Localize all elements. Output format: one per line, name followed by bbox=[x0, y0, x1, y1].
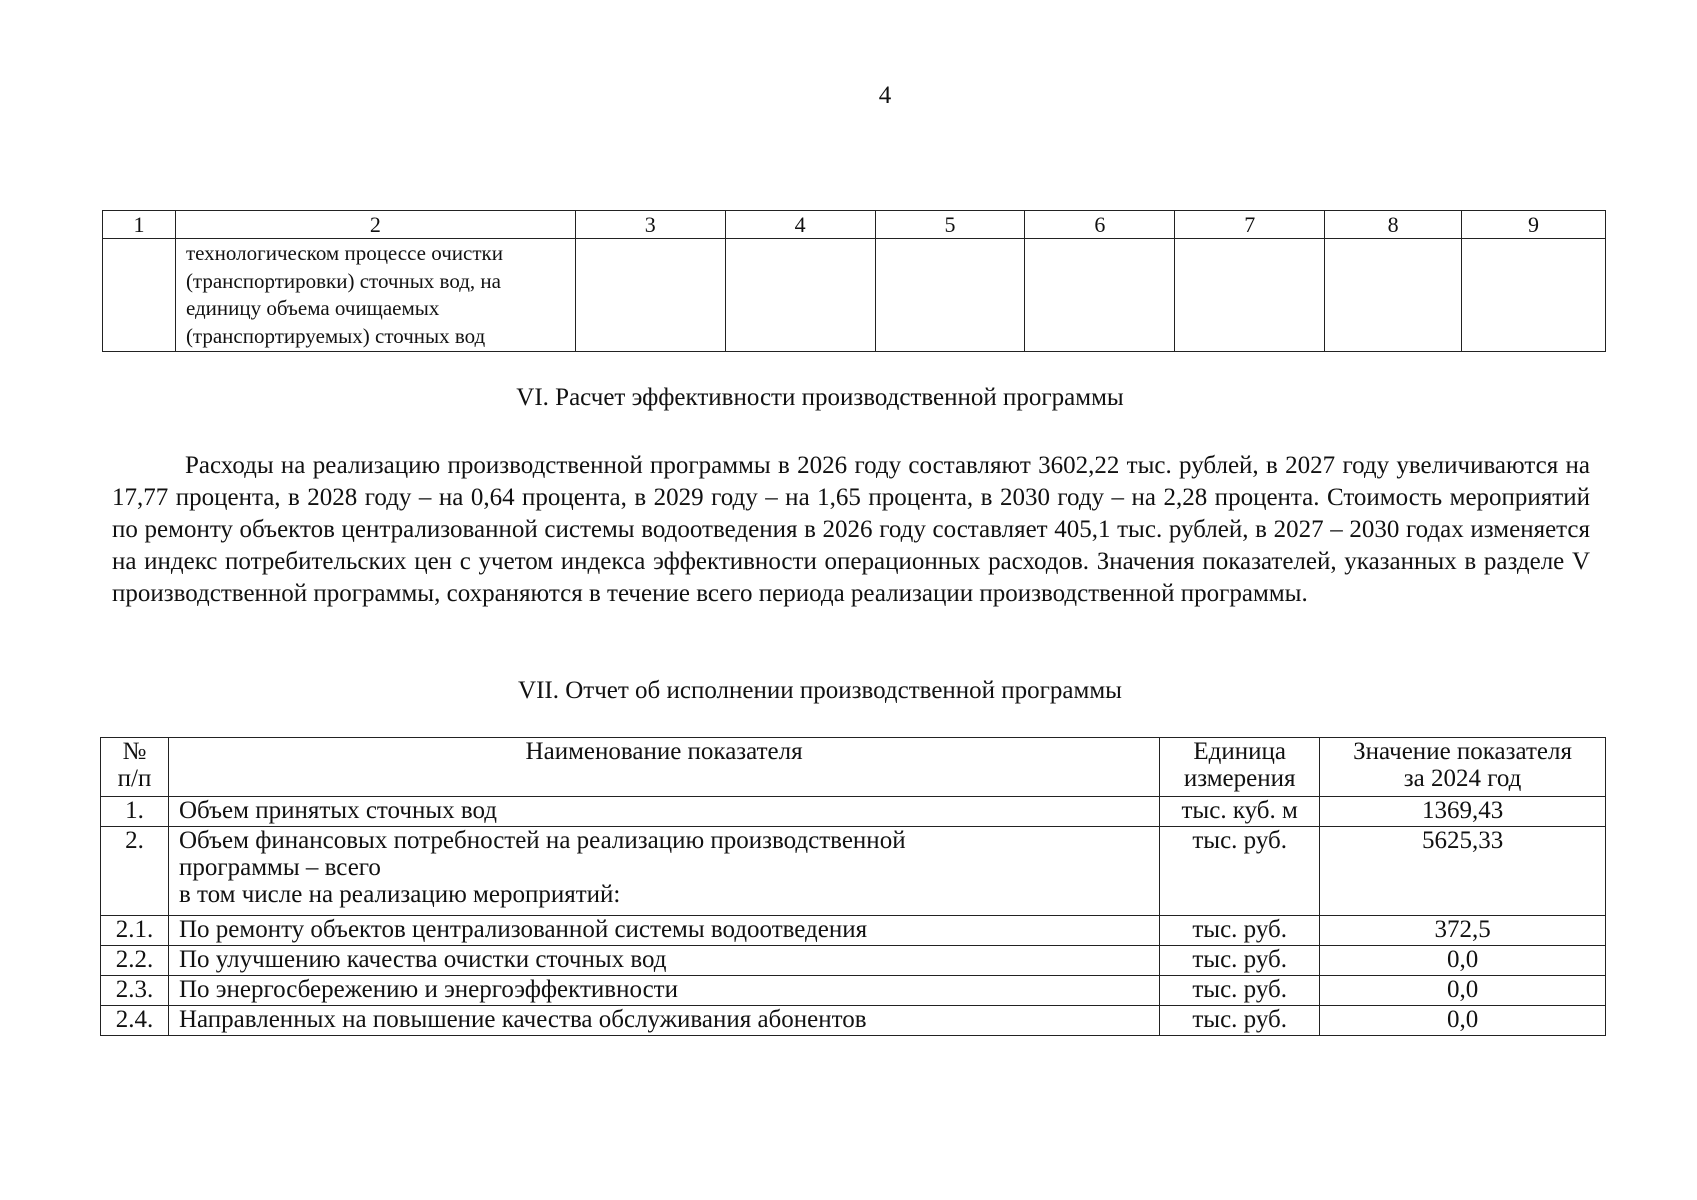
header-number: № п/п bbox=[101, 738, 169, 797]
text-line: единицу объема очищаемых bbox=[185, 296, 440, 320]
row-number: 2.2. bbox=[101, 946, 169, 976]
column-number: 6 bbox=[1025, 211, 1175, 239]
table-row bbox=[101, 827, 1606, 916]
table-cell bbox=[103, 239, 176, 352]
header-value: Значение показателя за 2024 год bbox=[1320, 738, 1606, 797]
row-unit: тыс. куб. м bbox=[1160, 797, 1320, 827]
row-value: 5625,33 bbox=[1320, 827, 1606, 916]
section-6-paragraph: Расходы на реализацию производственной программы в 2026 году составляют 3602,22 тыс. рублей, в 2027 году увеличиваются на 17,77 процента, в 2028 году – на 0,64 процента, в 2029 году – на 1,65 процента, в 2030 году – на 2,28 процента. Стоимость мероприятий по ремонту объектов централизованной системы водоотведения в 2026 году составляет 405,1 тыс. рублей, в 2027 – 2030 годах изменяется на индекс потребительских цен с учетом индекса эффективности операционных расходов. Значения показателей, указанных в разделе V производственной программы, сохраняются в течение всего периода реализации производственной программы. bbox=[112, 452, 1590, 607]
row-name: Направленных на повышение качества обслуживания абонентов bbox=[168, 1006, 1159, 1036]
row-unit: тыс. руб. bbox=[1160, 1006, 1320, 1036]
row-unit: тыс. руб. bbox=[1160, 916, 1320, 946]
text-line: технологическом процессе очистки bbox=[185, 241, 503, 265]
table-header-row bbox=[101, 738, 1606, 797]
table-row bbox=[103, 239, 1606, 352]
table-row bbox=[101, 916, 1606, 946]
row-name: По ремонту объектов централизованной системы водоотведения bbox=[168, 916, 1159, 946]
row-number: 1. bbox=[101, 797, 169, 827]
section-6-title: VI. Расчет эффективности производственной программы bbox=[516, 384, 1124, 411]
row-name: По энергосбережению и энергоэффективности bbox=[168, 976, 1159, 1006]
text-line: (транспортировки) сточных вод, на bbox=[185, 268, 501, 293]
table-cell bbox=[875, 239, 1025, 352]
table-row bbox=[101, 1006, 1606, 1036]
row-unit: тыс. руб. bbox=[1160, 946, 1320, 976]
page-number: 4 bbox=[878, 82, 892, 109]
table-cell bbox=[1175, 239, 1325, 352]
table-cell bbox=[1325, 239, 1462, 352]
table-cell bbox=[575, 239, 725, 352]
row-unit: тыс. руб. bbox=[1160, 827, 1320, 916]
table-row bbox=[101, 797, 1606, 827]
indicator-name-cell bbox=[175, 239, 575, 352]
header-unit: Единица измерения bbox=[1160, 738, 1320, 797]
report-table bbox=[100, 737, 1606, 1036]
column-number: 3 bbox=[575, 211, 725, 239]
row-number: 2.4. bbox=[101, 1006, 169, 1036]
row-number: 2. bbox=[101, 827, 169, 916]
table-row bbox=[101, 946, 1606, 976]
column-number: 5 bbox=[875, 211, 1025, 239]
table-row bbox=[101, 976, 1606, 1006]
table-cell bbox=[1462, 239, 1606, 352]
row-name: Объем финансовых потребностей на реализацию производственной программы – всего в том числе на реализацию мероприятий: bbox=[168, 827, 1159, 916]
text-line: (транспортируемых) сточных вод bbox=[185, 323, 486, 348]
column-number-row bbox=[103, 211, 1606, 239]
header-name: Наименование показателя bbox=[168, 738, 1159, 797]
table-cell bbox=[725, 239, 875, 352]
row-name: Объем принятых сточных вод bbox=[168, 797, 1159, 827]
row-unit: тыс. руб. bbox=[1160, 976, 1320, 1006]
column-number: 9 bbox=[1462, 211, 1606, 239]
table-cell bbox=[1025, 239, 1175, 352]
column-number: 4 bbox=[725, 211, 875, 239]
column-number: 7 bbox=[1175, 211, 1325, 239]
column-number: 2 bbox=[175, 211, 575, 239]
row-value: 0,0 bbox=[1320, 976, 1606, 1006]
section-7-title: VII. Отчет об исполнении производственной программы bbox=[518, 677, 1122, 704]
column-number: 1 bbox=[103, 211, 176, 239]
row-value: 0,0 bbox=[1320, 946, 1606, 976]
row-number: 2.1. bbox=[101, 916, 169, 946]
continuation-table bbox=[102, 210, 1606, 352]
row-number: 2.3. bbox=[101, 976, 169, 1006]
row-value: 1369,43 bbox=[1320, 797, 1606, 827]
row-value: 0,0 bbox=[1320, 1006, 1606, 1036]
row-value: 372,5 bbox=[1320, 916, 1606, 946]
row-name: По улучшению качества очистки сточных вод bbox=[168, 946, 1159, 976]
column-number: 8 bbox=[1325, 211, 1462, 239]
